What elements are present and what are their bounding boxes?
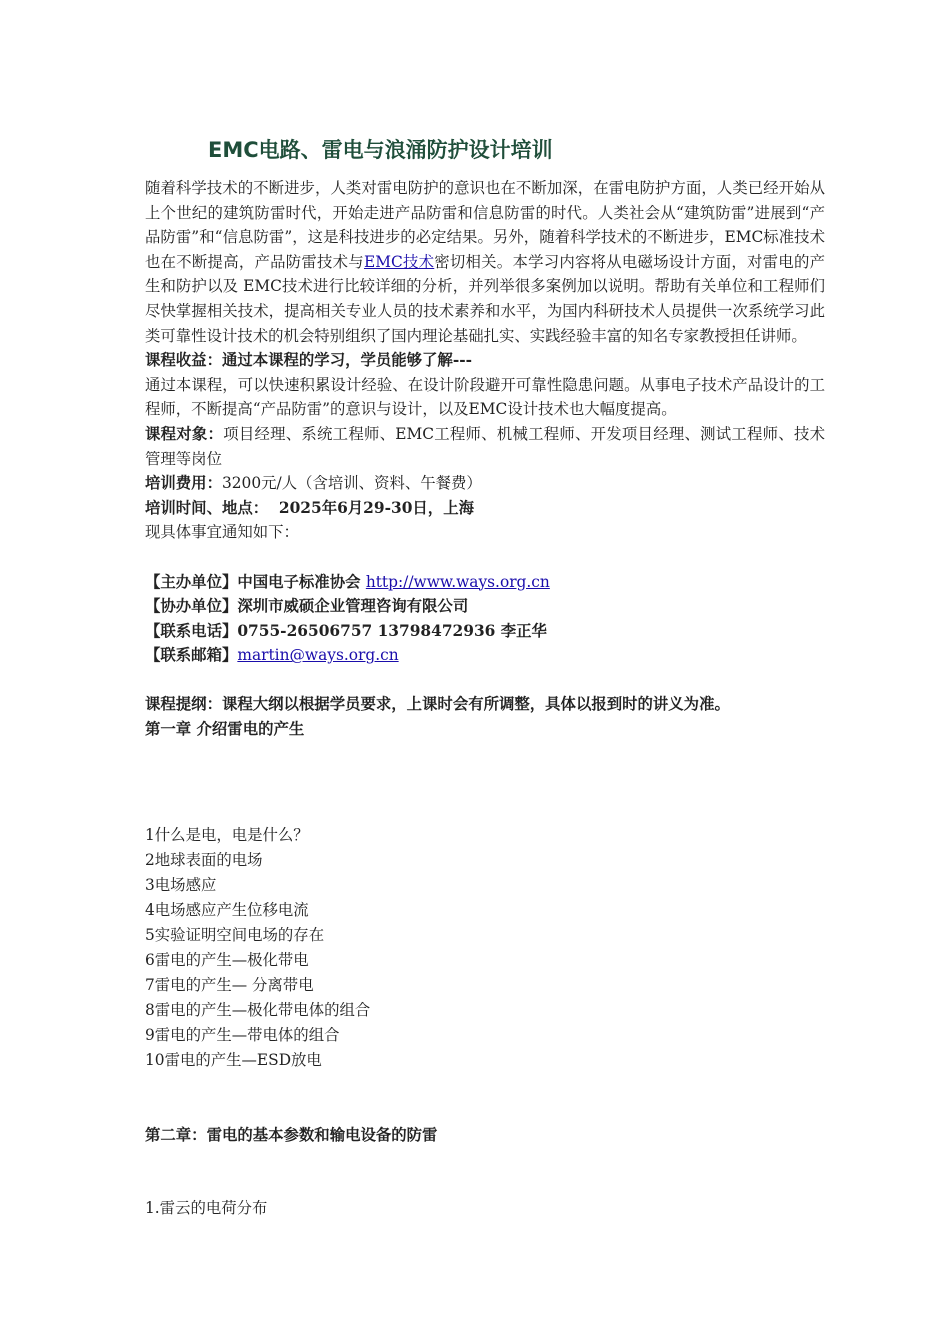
time-line [145,496,825,521]
chapter2-item: 1.雷云的电荷分布 [145,1199,268,1217]
notice-line: 现具体事宜通知如下： [145,523,299,542]
list-item: 7雷电的产生— 分离带电 [145,976,314,994]
list-item: 2地球表面的电场 [145,851,263,869]
fee-line [145,471,825,496]
chapter2-heading: 第二章：雷电的基本参数和输电设备的防雷 [145,1126,438,1144]
email-link[interactable]: martin@ways.org.cn [237,646,399,665]
time-label: 培训时间、地点： [145,498,269,517]
email-label: 【联系邮箱】 [145,646,238,665]
benefit-heading: 课程收益：通过本课程的学习，学员能够了解--- [145,351,472,370]
fee-text: 3200元/人（含培训、资料、午餐费） [221,474,482,493]
email-line [145,643,825,668]
organizer-label: 【主办单位】中国电子标准协会 [145,572,366,591]
co-organizer-line: 【协办单位】深圳市威硕企业管理咨询有限公司 [145,597,469,616]
chapter1-heading: 第一章 介绍雷电的产生 [145,720,305,739]
audience-text: 项目经理、系统工程师、EMC工程师、机械工程师、开发项目经理、测试工程师、技术管理等岗位 [145,424,825,468]
organizer-url-link[interactable]: http://www.ways.org.cn [365,572,550,591]
list-item: 3电场感应 [145,876,217,894]
phone-line: 【联系电话】0755-26506757 13798472936 李正华 [145,621,547,640]
chapter1-list [145,823,370,1073]
time-text: 2025年6月29-30日，上海 [278,498,474,517]
outline-note: 课程提纲：课程大纲以根据学员要求，上课时会有所调整，具体以报到时的讲义为准。 [145,695,730,714]
list-item: 9雷电的产生—带电体的组合 [145,1026,340,1044]
audience-line [145,422,825,471]
audience-label: 课程对象： [145,424,224,443]
intro-paragraph [145,176,825,348]
list-item: 1什么是电，电是什么？ [145,826,309,844]
fee-label: 培训费用： [145,474,222,493]
emc-tech-link[interactable]: EMC技术 [363,252,435,271]
list-item: 5实验证明空间电场的存在 [145,926,325,944]
document-body [145,176,825,742]
page-title: EMC电路、雷电与浪涌防护设计培训 [208,138,553,162]
benefit-text: 通过本课程，可以快速积累设计经验、在设计阶段避开可靠性隐患问题。从事电子技术产品设计的工程师，不断提高“产品防雷”的意识与设计，以及EMC设计技术也大幅度提高。 [145,375,825,419]
organizer-line [145,570,825,595]
list-item: 8雷电的产生—极化带电体的组合 [145,1001,371,1019]
intro-text-b: 密切相关。本学习内容将从电磁场设计方面，对雷电的产生和防护以及 EMC技术进行比较详细的分析，并列举很多案例加以说明。帮助有关单位和工程师们尽快掌握相关技术，提高相关专业人员的技术素养和水平，为国内科研技术人员提供一次系统学习此类可靠性设计技术的机会特别组织了国内理论基础扎实、实践经验丰富的知名专家教授担任讲师。 [145,252,825,345]
list-item: 10雷电的产生—ESD放电 [145,1051,322,1069]
intro-text-a: 随着科学技术的不断进步，人类对雷电防护的意识也在不断加深，在雷电防护方面，人类已经开始从上个世纪的建筑防雷时代，开始走进产品防雷和信息防雷的时代。人类社会从“建筑防雷”进展到“产品防雷”和“信息防雷”，这是科技进步的必定结果。另外，随着科学技术的不断进步，EMC标准技术也在不断提高，产品防雷技术与 [145,179,825,271]
list-item: 6雷电的产生—极化带电 [145,951,309,969]
list-item: 4电场感应产生位移电流 [145,901,309,919]
